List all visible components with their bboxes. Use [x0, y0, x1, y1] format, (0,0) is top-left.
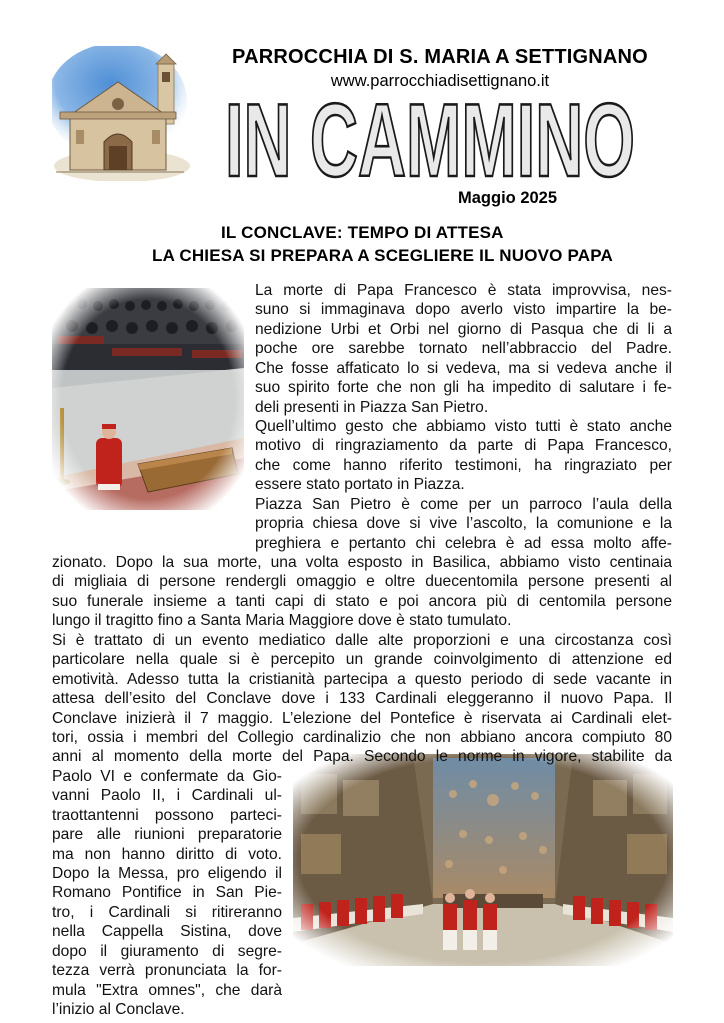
- article-line: attesa dell’esito del Conclave dove i 133 Cardinali eleggeranno il nuovo Papa. Il: [52, 690, 672, 708]
- article-line: suno si immaginava dopo averlo visto impartire la be-: [255, 301, 672, 319]
- article-line: nella Cappella Sistina, dove: [52, 923, 282, 941]
- article-line: tro, i Cardinali si ritireranno: [52, 903, 282, 921]
- article-line: essere stato portato in Piazza.: [255, 476, 465, 494]
- article-line: traottantenni possono parteci-: [52, 806, 282, 824]
- article-line: pare alle riunioni preparatorie: [52, 826, 282, 844]
- article-line: zionato. Dopo la sua morte, una volta esposto in Basilica, abbiamo visto centinaia: [52, 554, 672, 572]
- article-line: preghiera e pertanto chi celebra è ad essa molto affe-: [255, 534, 672, 552]
- article-line: particolare nella quale si è percepito un grande coinvolgimento di attenzione ed: [52, 651, 672, 669]
- article-line: tezza verrà pronunciata la for-: [52, 962, 282, 980]
- article-line: che come hanno riferito testimoni, ha ringraziato per: [255, 456, 672, 474]
- article-line: Si è trattato di un evento mediatico dalle alte proporzioni e una circostanza così: [52, 631, 672, 649]
- article-line: poche ore sarebbe tornato nell’abbraccio del Padre.: [255, 340, 672, 358]
- masthead-title: [222, 92, 638, 184]
- article-line: nedizione Urbi et Orbi nel giorno di Pasqua che di li a: [255, 320, 672, 338]
- article-line: mula "Extra omnes", che darà: [52, 981, 282, 999]
- article-line: tori, ossia i membri del Collegio cardinalizio che non abbiano ancora compiuto 80: [52, 728, 672, 746]
- article-line: Dopo la Messa, pro eligendo il: [52, 864, 282, 882]
- parish-name: PARROCCHIA DI S. MARIA A SETTIGNANO: [232, 46, 648, 68]
- article-line: l’inizio al Conclave.: [52, 1001, 185, 1018]
- article-title: IL CONCLAVE: TEMPO DI ATTESA: [221, 223, 504, 242]
- article-line: dopo il giuramento di segre-: [52, 942, 282, 960]
- article-line: suo funerale insieme a tanti capi di stato e poi ancora più di centomila persone: [52, 592, 672, 610]
- article-line: suo spirito forte che non gli ha impedito di salutare i fe-: [255, 379, 672, 397]
- article-line: emotività. Adesso tutta la cristianità partecipa a questo periodo di sede vacante in: [52, 670, 672, 688]
- article-line: Quell’ultimo gesto che abbiamo visto tutti è stato anche: [255, 418, 672, 436]
- article-line: Che fosse affaticato lo si vedeva, ma si vedeva anche il: [255, 359, 672, 377]
- article-line: deli presenti in Piazza San Pietro.: [255, 398, 489, 416]
- article-line: lungo il tragitto fino a Santa Maria Maggiore dove è stato tumulato.: [52, 612, 512, 630]
- article-line: motivo di ringraziamento da parte di Papa Francesco,: [255, 437, 672, 455]
- article-line: di migliaia di persone rendergli omaggio e oltre duecentomila persone presenti al: [52, 573, 672, 591]
- issue-date: Maggio 2025: [458, 189, 558, 207]
- masthead-text: IN CAMMINO: [225, 92, 635, 184]
- article-subtitle: LA CHIESA SI PREPARA A SCEGLIERE IL NUOVO PAPA: [152, 246, 614, 265]
- article-line: Paolo VI e confermate da Gio-: [52, 767, 282, 785]
- article-line: propria chiesa dove si vive l’ascolto, la comunione e la: [255, 515, 672, 533]
- sistine-chapel-photo: [293, 754, 673, 966]
- article-line: anni al momento della morte del Papa. Secondo le norme in vigore, stabilite da: [52, 748, 672, 766]
- article-line: Piazza San Pietro è come per un parroco l’aula della: [255, 495, 672, 513]
- papal-funeral-photo: [52, 288, 244, 510]
- parish-website-link[interactable]: www.parrocchiadisettignano.it: [330, 72, 550, 90]
- article-line: vanni Paolo II, i Cardinali ul-: [52, 787, 282, 805]
- article-line: La morte di Papa Francesco è stata improvvisa, nes-: [255, 282, 672, 299]
- article-line: Romano Pontifice in San Pie-: [52, 884, 282, 902]
- article-line: Conclave inizierà il 7 maggio. L’elezione del Pontefice è riservata ai Cardinali elet-: [52, 709, 672, 727]
- church-logo-image: [52, 46, 190, 181]
- article-line: ma non hanno diritto di voto.: [52, 845, 282, 863]
